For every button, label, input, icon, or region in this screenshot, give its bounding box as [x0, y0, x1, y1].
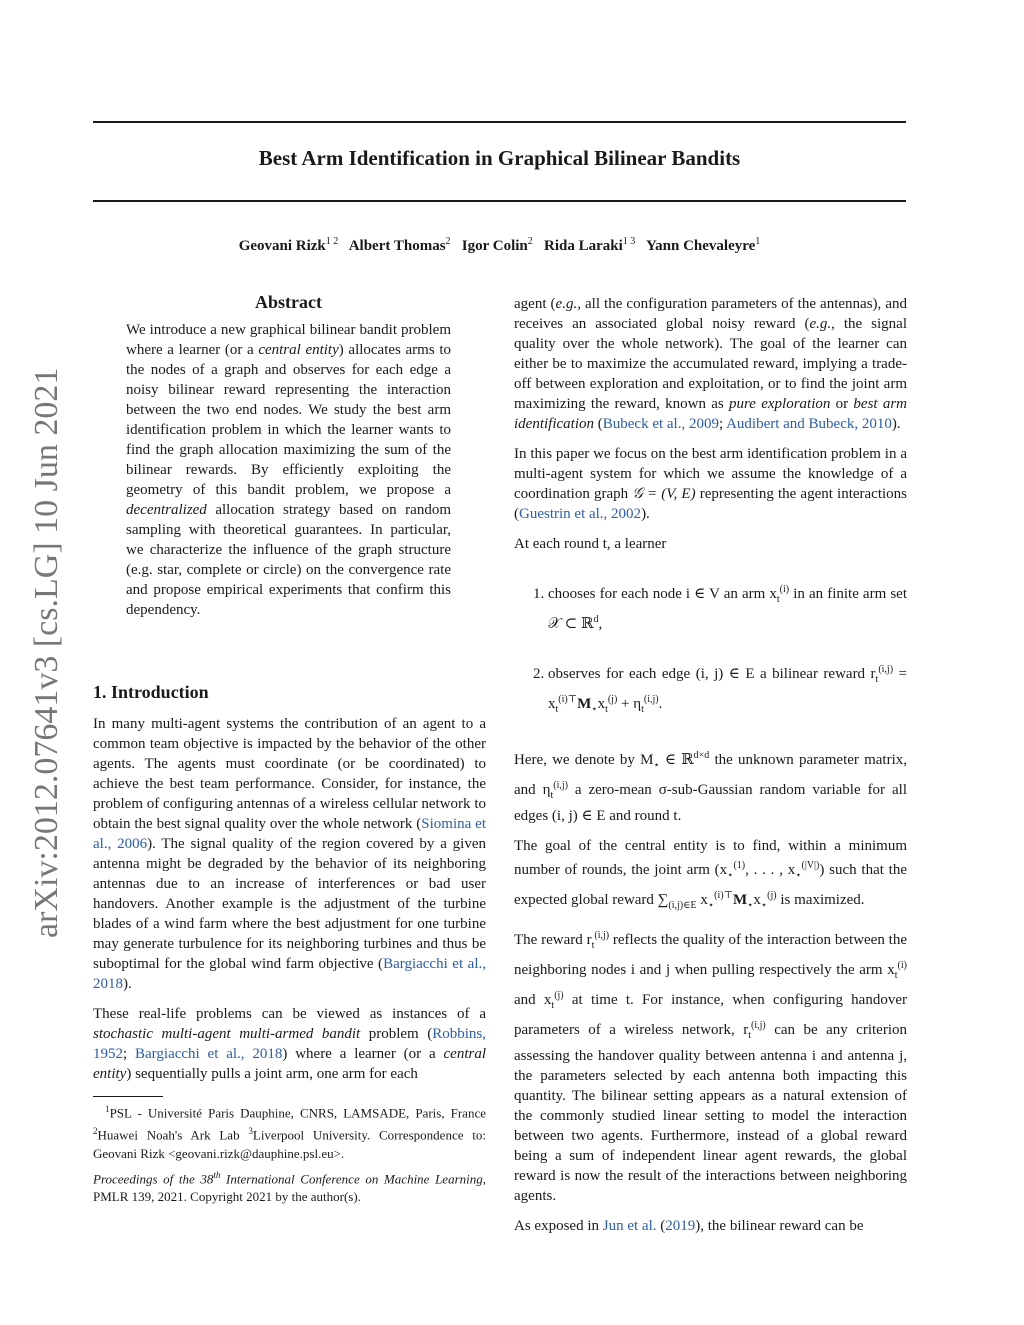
citation-link[interactable]: Robbins, 1952: [93, 1026, 487, 1062]
top-rule: [93, 121, 906, 123]
footnote-affiliations: $^1$PSL - Université Paris Dauphine, CNRS, LAMSADE, Paris, France $^2$Huawei Noah's Ark Lab $^3$Liverpool University. Correspondence to: Geovani Rizk <geovani.rizk@dauphine.psl.eu>.: [93, 1104, 486, 1161]
author-name: Yann Chevaleyre: [645, 238, 756, 254]
body-paragraph: As exposed in Jun et al. (2019), the bilinear reward can be: [514, 1218, 864, 1234]
body-paragraph: In this paper we focus on the best arm identification problem in a multi-agent system for which we assume the knowledge of a coordination graph 𝒢 = (V, E) representing the agent interactions (Guestrin et al., 2002).: [514, 446, 908, 522]
paper-title: Best Arm Identification in Graphical Bilinear Bandits: [258, 146, 741, 170]
citation-link[interactable]: Guestrin et al., 2002: [519, 506, 642, 522]
arxiv-watermark: arXiv:2012.07641v3 [cs.LG] 10 Jun 2021: [28, 367, 65, 938]
abstract-heading: Abstract: [255, 292, 322, 312]
introduction: [93, 682, 486, 1094]
citation-link[interactable]: Audibert and Bubeck, 2010: [726, 416, 892, 432]
abstract: [126, 292, 451, 630]
citation-link[interactable]: Bargiacchi et al., 2018: [93, 956, 486, 992]
author-affiliation: 1 2: [325, 236, 339, 247]
author-affiliation: 1: [755, 236, 761, 247]
author-affiliation: 2: [445, 236, 451, 247]
body-paragraph: The reward $r_t^{(i,j)}$ reflects the quality of the interaction between the neighboring nodes i and j when pulling respectively the arm $x_t^{(i)}$ and $x_t^{(j)}$ at time t. For instance, when configuring handover parameters of a wireless network, $r_t^{(i,j)}$ can be any criterion assessing the handover quality between antenna i and antenna j, the parameters selected by each antenna both impacting this quantity. The bilinear setting appears as a natural extension of the commonly studied linear setting to model the interaction between two agents. Furthermore, instead of a global reward being a sum of independent linear agent rewards, the global reward is now the result of the interactions between neighboring agents.: [514, 930, 907, 1204]
footnote-proceedings: Proceedings of the 38th International Conference on Machine Learning, PMLR 139, 2021. Copyright 2021 by the author(s).: [93, 1170, 486, 1205]
body-paragraph: At each round t, a learner: [514, 536, 667, 552]
list-item: 1. chooses for each node i ∈ V an arm $x_t^{(i)}$ in an finite arm set 𝒳 ⊂ ℝ$^d$,: [548, 580, 907, 634]
body-paragraph: Here, we denote by $M_⋆$ ∈ ℝ$^{d\times d}$ the unknown parameter matrix, and $\eta_t^{(i,j)}$ a zero-mean σ-sub-Gaussian random variable for all edges (i, j) ∈ E and round t.: [514, 750, 907, 824]
footnote-rule: [93, 1096, 163, 1097]
author-name: Rida Laraki: [544, 238, 623, 254]
intro-paragraph: These real-life problems can be viewed as instances of a stochastic multi-agent multi-armed bandit problem (Robbins, 1952; Bargiacchi et al., 2018) where a learner (or a central entity) sequentially pulls a joint arm, one arm for each: [93, 1006, 487, 1082]
body-paragraph: The goal of the central entity is to find, within a minimum number of rounds, the joint arm ($x_⋆^{(1)}$, . . . , $x_⋆^{(|V|)}$) such that the expected global reward $\sum_{(i,j)\in E}$ $x_⋆^{(i)⊤}M_⋆x_⋆^{(j)}$ is maximized.: [514, 838, 907, 911]
abstract-text: We introduce a new graphical bilinear bandit problem where a learner (or a central entity) allocates arms to the nodes of a graph and observes for each edge a noisy bilinear reward representing the interaction between the two end nodes. We study the best arm identification problem in which the learner wants to find the graph allocation maximizing the sum of the bilinear rewards. By efficiently exploiting the geometry of this bandit problem, we propose a decentralized allocation strategy based on random sampling with theoretical guarantees. In particular, we characterize the influence of the graph structure (e.g. star, complete or circle) on the convergence rate and propose empirical experiments that confirm this dependency.: [126, 322, 451, 618]
citation-link[interactable]: Bargiacchi et al., 2018: [135, 1046, 283, 1062]
author-affiliation: 2: [527, 236, 533, 247]
intro-paragraph: In many multi-agent systems the contribution of an agent to a common team objective is impacted by the behavior of the other agents. The agents must coordinate (or be coordinated) to achieve the best team performance. Consider, for instance, the problem of configuring antennas of a wireless cellular network to obtain the best signal quality over the whole network (Siomina et al., 2006). The signal quality of the region covered by a given antenna might be degraded by the behavior of its neighboring antennas due to an increase of interferences or bad user handovers. Another example is the adjustment of the turbine blades of a wind farm where the best adjustment for one turbine may generate turbulence for its neighboring turbines and thus be suboptimal for the global wind farm objective (Bargiacchi et al., 2018).: [93, 716, 486, 992]
title-bottom-rule: [93, 200, 906, 202]
list-item: 2. observes for each edge (i, j) ∈ E a bilinear reward $r_t^{(i,j)} = x_t^{(i)⊤}M_⋆x_t^{(j)} + \eta_t^{(i,j)}$.: [548, 660, 907, 720]
author-name: Albert Thomas: [348, 238, 446, 254]
citation-link[interactable]: Bubeck et al., 2009: [602, 416, 719, 432]
right-column: [514, 294, 907, 1246]
author-name: Geovani Rizk: [238, 238, 326, 254]
citation-link[interactable]: Jun et al.: [602, 1218, 657, 1234]
round-steps-list: [514, 580, 907, 720]
author-list: [93, 236, 906, 255]
author-affiliation: 1 3: [622, 236, 636, 247]
author-name: Igor Colin: [461, 238, 528, 254]
citation-link[interactable]: Siomina et al., 2006: [93, 816, 486, 852]
section-heading: 1. Introduction: [93, 682, 209, 702]
body-paragraph: agent (e.g., all the configuration parameters of the antennas), and receives an associated global noisy reward (e.g., the signal quality over the whole network). The goal of the learner can either be to maximize the accumulated reward, implying a trade-off between exploration and exploitation, or to find the joint arm maximizing the reward, known as pure exploration or best arm identification (Bubeck et al., 2009; Audibert and Bubeck, 2010).: [514, 296, 908, 432]
citation-link[interactable]: 2019: [665, 1218, 696, 1234]
